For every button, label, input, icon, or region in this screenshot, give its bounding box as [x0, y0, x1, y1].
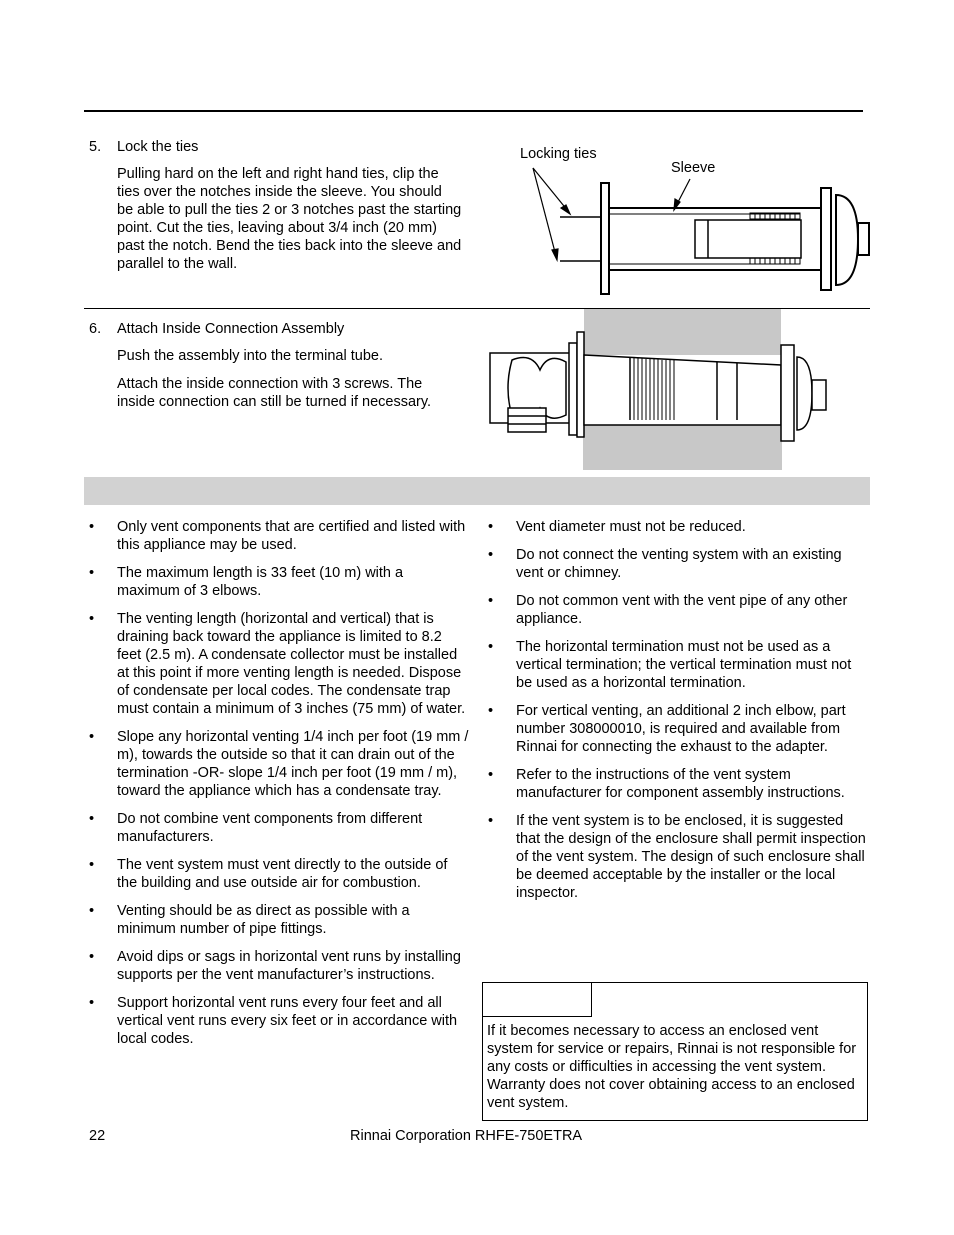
- list-item-text: The horizontal termination must not be used as a vertical termination; the vertical termination must not be used as a horizontal termination.: [516, 639, 852, 691]
- list-item-text: The maximum length is 33 feet (10 m) with a maximum of 3 elbows.: [117, 565, 404, 599]
- list-item: [488, 702, 868, 756]
- bullet-icon: •: [488, 593, 494, 609]
- label-locking-ties: Locking ties: [520, 146, 597, 162]
- bullet-icon: •: [89, 729, 95, 745]
- step-5-number: 5.: [89, 139, 102, 155]
- footer-title: Rinnai Corporation RHFE-750ETRA: [350, 1128, 583, 1144]
- list-item: [488, 518, 868, 536]
- list-item: [488, 546, 868, 582]
- step-5-title: Lock the ties: [117, 139, 199, 155]
- bullet-icon: •: [89, 565, 95, 581]
- list-item: [89, 564, 469, 600]
- list-item: [488, 812, 868, 902]
- list-item-text: The venting length (horizontal and vertical) that is draining back toward the appliance is limited to 8.2 feet (2.5 m). A condensate collector must be installed at this point if more venting length is needed. Dispose of condensate per local codes. The condensate trap must contain a minimum of 3 inches (75 mm) of water.: [117, 611, 466, 717]
- vent-requirements-left: [89, 518, 469, 1058]
- bullet-icon: •: [89, 903, 95, 919]
- list-item: [89, 610, 469, 718]
- list-item-text: Vent diameter must not be reduced.: [516, 519, 746, 535]
- bullet-icon: •: [89, 519, 95, 535]
- bullet-icon: •: [89, 611, 95, 627]
- step-6-body-1: Push the assembly into the terminal tube.: [117, 348, 383, 364]
- page-number: 22: [89, 1128, 106, 1144]
- bullet-icon: •: [89, 995, 95, 1011]
- list-item-text: The vent system must vent directly to the outside of the building and use outside air for combustion.: [117, 857, 448, 891]
- list-item: [89, 856, 469, 892]
- list-item-text: Only vent components that are certified and listed with this appliance may be used.: [117, 519, 466, 553]
- list-item-text: For vertical venting, an additional 2 inch elbow, part number 308000010, is required and available from Rinnai for connecting the exhaust to the adapter.: [516, 703, 846, 755]
- list-item-text: Do not combine vent components from different manufacturers.: [117, 811, 423, 845]
- label-sleeve: Sleeve: [671, 160, 716, 176]
- list-item: [488, 766, 868, 802]
- bullet-icon: •: [89, 949, 95, 965]
- section-heading-bar: [84, 477, 870, 505]
- list-item: [89, 902, 469, 938]
- list-item-text: Do not connect the venting system with an existing vent or chimney.: [516, 547, 842, 581]
- step-6-number: 6.: [89, 321, 102, 337]
- list-item: [488, 592, 868, 628]
- list-item: [89, 728, 469, 800]
- bullet-icon: •: [488, 547, 494, 563]
- list-item: [488, 638, 868, 692]
- list-item: [89, 948, 469, 984]
- step-6-body-2: Attach the inside connection with 3 screws. The inside connection can still be turned if necessary.: [117, 376, 432, 410]
- inside-connection-diagram: [0, 0, 954, 480]
- list-item: [89, 810, 469, 846]
- vent-requirements-right: [488, 518, 868, 912]
- list-item: [89, 994, 469, 1048]
- bullet-icon: •: [488, 703, 494, 719]
- step-6-title: Attach Inside Connection Assembly: [117, 321, 345, 337]
- bullet-icon: •: [488, 519, 494, 535]
- step-5-body: Pulling hard on the left and right hand ties, clip the ties over the notches inside the sleeve. You should be able to pull the ties 2 or 3 notches past the starting point. Cut the ties, leaving about 3/4 inch (20 mm) past the notch. Bend the ties back into the sleeve and parallel to the wall.: [117, 166, 462, 272]
- bullet-icon: •: [488, 767, 494, 783]
- list-item-text: If the vent system is to be enclosed, it is suggested that the design of the enclosure shall permit inspection of the vent system. The design of such enclosure shall be deemed acceptable by the installer or the local inspector.: [516, 813, 866, 901]
- list-item: [89, 518, 469, 554]
- list-item-text: Slope any horizontal venting 1/4 inch per foot (19 mm / m), towards the outside so that it can drain out of the termination -OR- slope 1/4 inch per foot (19 mm / m), toward the appliance which has a condensate tray.: [117, 729, 469, 799]
- note-text: If it becomes necessary to access an enclosed vent system for service or repairs, Rinnai is not responsible for any costs or difficulties in accessing the vent system. Warranty does not cover obtaining access to an enclosed vent system.: [487, 1023, 857, 1111]
- list-item-text: Support horizontal vent runs every four feet and all vertical vent runs every six feet or in accordance with local codes.: [117, 995, 458, 1047]
- list-item-text: Refer to the instructions of the vent system manufacturer for component assembly instructions.: [516, 767, 845, 801]
- bullet-icon: •: [89, 857, 95, 873]
- bullet-icon: •: [488, 813, 494, 829]
- list-item-text: Venting should be as direct as possible with a minimum number of pipe fittings.: [117, 903, 410, 937]
- bullet-icon: •: [89, 811, 95, 827]
- note-label-cell: [482, 982, 592, 1017]
- bullet-icon: •: [488, 639, 494, 655]
- list-item-text: Avoid dips or sags in horizontal vent runs by installing supports per the vent manufacturer’s instructions.: [117, 949, 461, 983]
- list-item-text: Do not common vent with the vent pipe of any other appliance.: [516, 593, 848, 627]
